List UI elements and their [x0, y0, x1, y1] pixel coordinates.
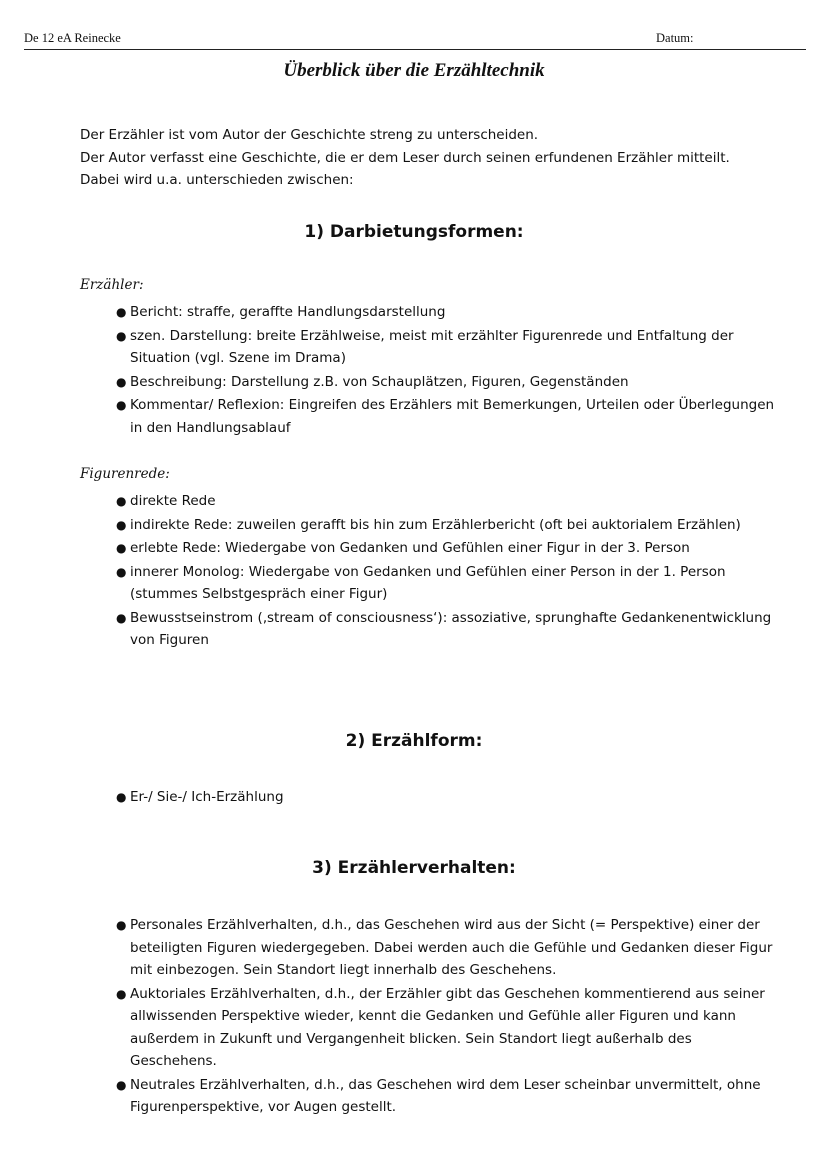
- list-item: [116, 561, 776, 606]
- list-item-text: Beschreibung: Darstellung z.B. von Schauplätzen, Figuren, Gegenständen: [130, 373, 629, 390]
- list-item-text: direkte Rede: [130, 493, 216, 509]
- list-item: [116, 371, 776, 394]
- intro-text: [80, 124, 780, 192]
- bullet-icon: ●: [116, 1077, 127, 1092]
- header-date-label: Datum:: [656, 31, 694, 45]
- bullet-icon: ●: [116, 398, 127, 412]
- list-item: [116, 914, 776, 982]
- section-heading-darbietungsformen: 1) Darbietungsformen:: [304, 222, 524, 242]
- erzaehlform-list: [116, 786, 776, 810]
- erzaehlerverhalten-list: [116, 914, 776, 1120]
- bullet-icon: ●: [116, 610, 127, 625]
- list-item: [116, 786, 776, 809]
- list-item: [116, 394, 776, 439]
- list-item: [116, 301, 776, 324]
- bullet-icon: ●: [116, 541, 127, 555]
- list-item: [116, 983, 776, 1073]
- bullet-icon: ●: [116, 918, 127, 932]
- label-erzaehler-text: Erzähler: [80, 277, 139, 293]
- list-item-text: Neutrales Erzählverhalten, d.h., das Geschehen wird dem Leser scheinbar unvermittelt, ohne Figurenperspektive, vor Augen gestellt.: [130, 1076, 761, 1115]
- list-item: [116, 490, 776, 513]
- intro-line: Der Erzähler ist vom Autor der Geschichte streng zu unterscheiden.: [80, 127, 539, 143]
- bullet-icon: ●: [116, 790, 127, 804]
- page-title: Überblick über die Erzähltechnik: [283, 60, 545, 81]
- bullet-icon: ●: [116, 986, 127, 1001]
- bullet-icon: ●: [116, 374, 127, 389]
- list-item: [116, 514, 776, 537]
- label-figurenrede: Figurenrede:: [80, 466, 170, 482]
- figurenrede-list: [116, 490, 776, 653]
- bullet-icon: ●: [116, 517, 127, 532]
- intro-line: Der Autor verfasst eine Geschichte, die er dem Leser durch seinen erfundenen Erzähler mitteilt.: [80, 149, 730, 166]
- list-item-text: erlebte Rede: Wiedergabe von Gedanken und Gefühlen einer Figur in der 3. Person: [130, 540, 690, 556]
- list-item-text: Kommentar/ Reflexion: Eingreifen des Erzählers mit Bemerkungen, Urteilen oder Überlegungen in den Handlungsablauf: [130, 397, 775, 436]
- list-item: [116, 607, 776, 652]
- list-item-text: Bewusstseinstrom (‚stream of consciousness‘): assoziative, sprunghafte Gedankenentwicklung von Figuren: [130, 609, 772, 648]
- bullet-icon: ●: [116, 564, 127, 579]
- section-heading-erzaehlerverhalten: 3) Erzählerverhalten:: [312, 858, 516, 878]
- list-item-text: Auktoriales Erzählverhalten, d.h., der Erzähler gibt das Geschehen kommentierend aus seiner allwissenden Perspektive wieder, kennt die Gedanken und Gefühle aller Figuren und kann außerdem in Zukunft und Vergangenheit blicken. Sein Standort liegt außerhalb des Geschehens.: [130, 985, 765, 1069]
- list-item-text: Er-/ Sie-/ Ich-Erzählung: [130, 789, 284, 805]
- page-header: [24, 29, 806, 50]
- label-erzaehler: Erzähler:: [80, 277, 144, 293]
- list-item-text: szen. Darstellung: breite Erzählweise, meist mit erzählter Figurenrede und Entfaltung der Situation (vgl. Szene im Drama): [130, 327, 734, 366]
- header-course: De 12 eA Reinecke: [24, 31, 121, 45]
- erzaehler-list: [116, 301, 776, 440]
- bullet-icon: ●: [116, 494, 127, 508]
- intro-line: Dabei wird u.a. unterschieden zwischen:: [80, 172, 354, 188]
- bullet-icon: ●: [116, 328, 127, 343]
- label-figurenrede-text: Figurenrede: [80, 466, 166, 482]
- list-item-text: indirekte Rede: zuweilen gerafft bis hin zum Erzählerbericht (oft bei auktorialem Erzählen): [130, 516, 741, 533]
- list-item-text: Personales Erzählverhalten, d.h., das Geschehen wird aus der Sicht (= Perspektive) einer der beteiligten Figuren wiedergegeben. Dabei werden auch die Gefühle und Gedanken dieser Figur mit einbezogen. Sein Standort liegt innerhalb des Geschehens.: [130, 917, 773, 978]
- bullet-icon: ●: [116, 305, 127, 319]
- list-item-text: innerer Monolog: Wiedergabe von Gedanken und Gefühlen einer Person in der 1. Person (stummes Selbstgespräch einer Figur): [130, 563, 726, 602]
- list-item: [116, 537, 776, 560]
- section-heading-erzaehlform: 2) Erzählform:: [345, 731, 483, 751]
- list-item: [116, 1074, 776, 1119]
- list-item-text: Bericht: straffe, geraffte Handlungsdarstellung: [130, 304, 446, 320]
- list-item: [116, 325, 776, 370]
